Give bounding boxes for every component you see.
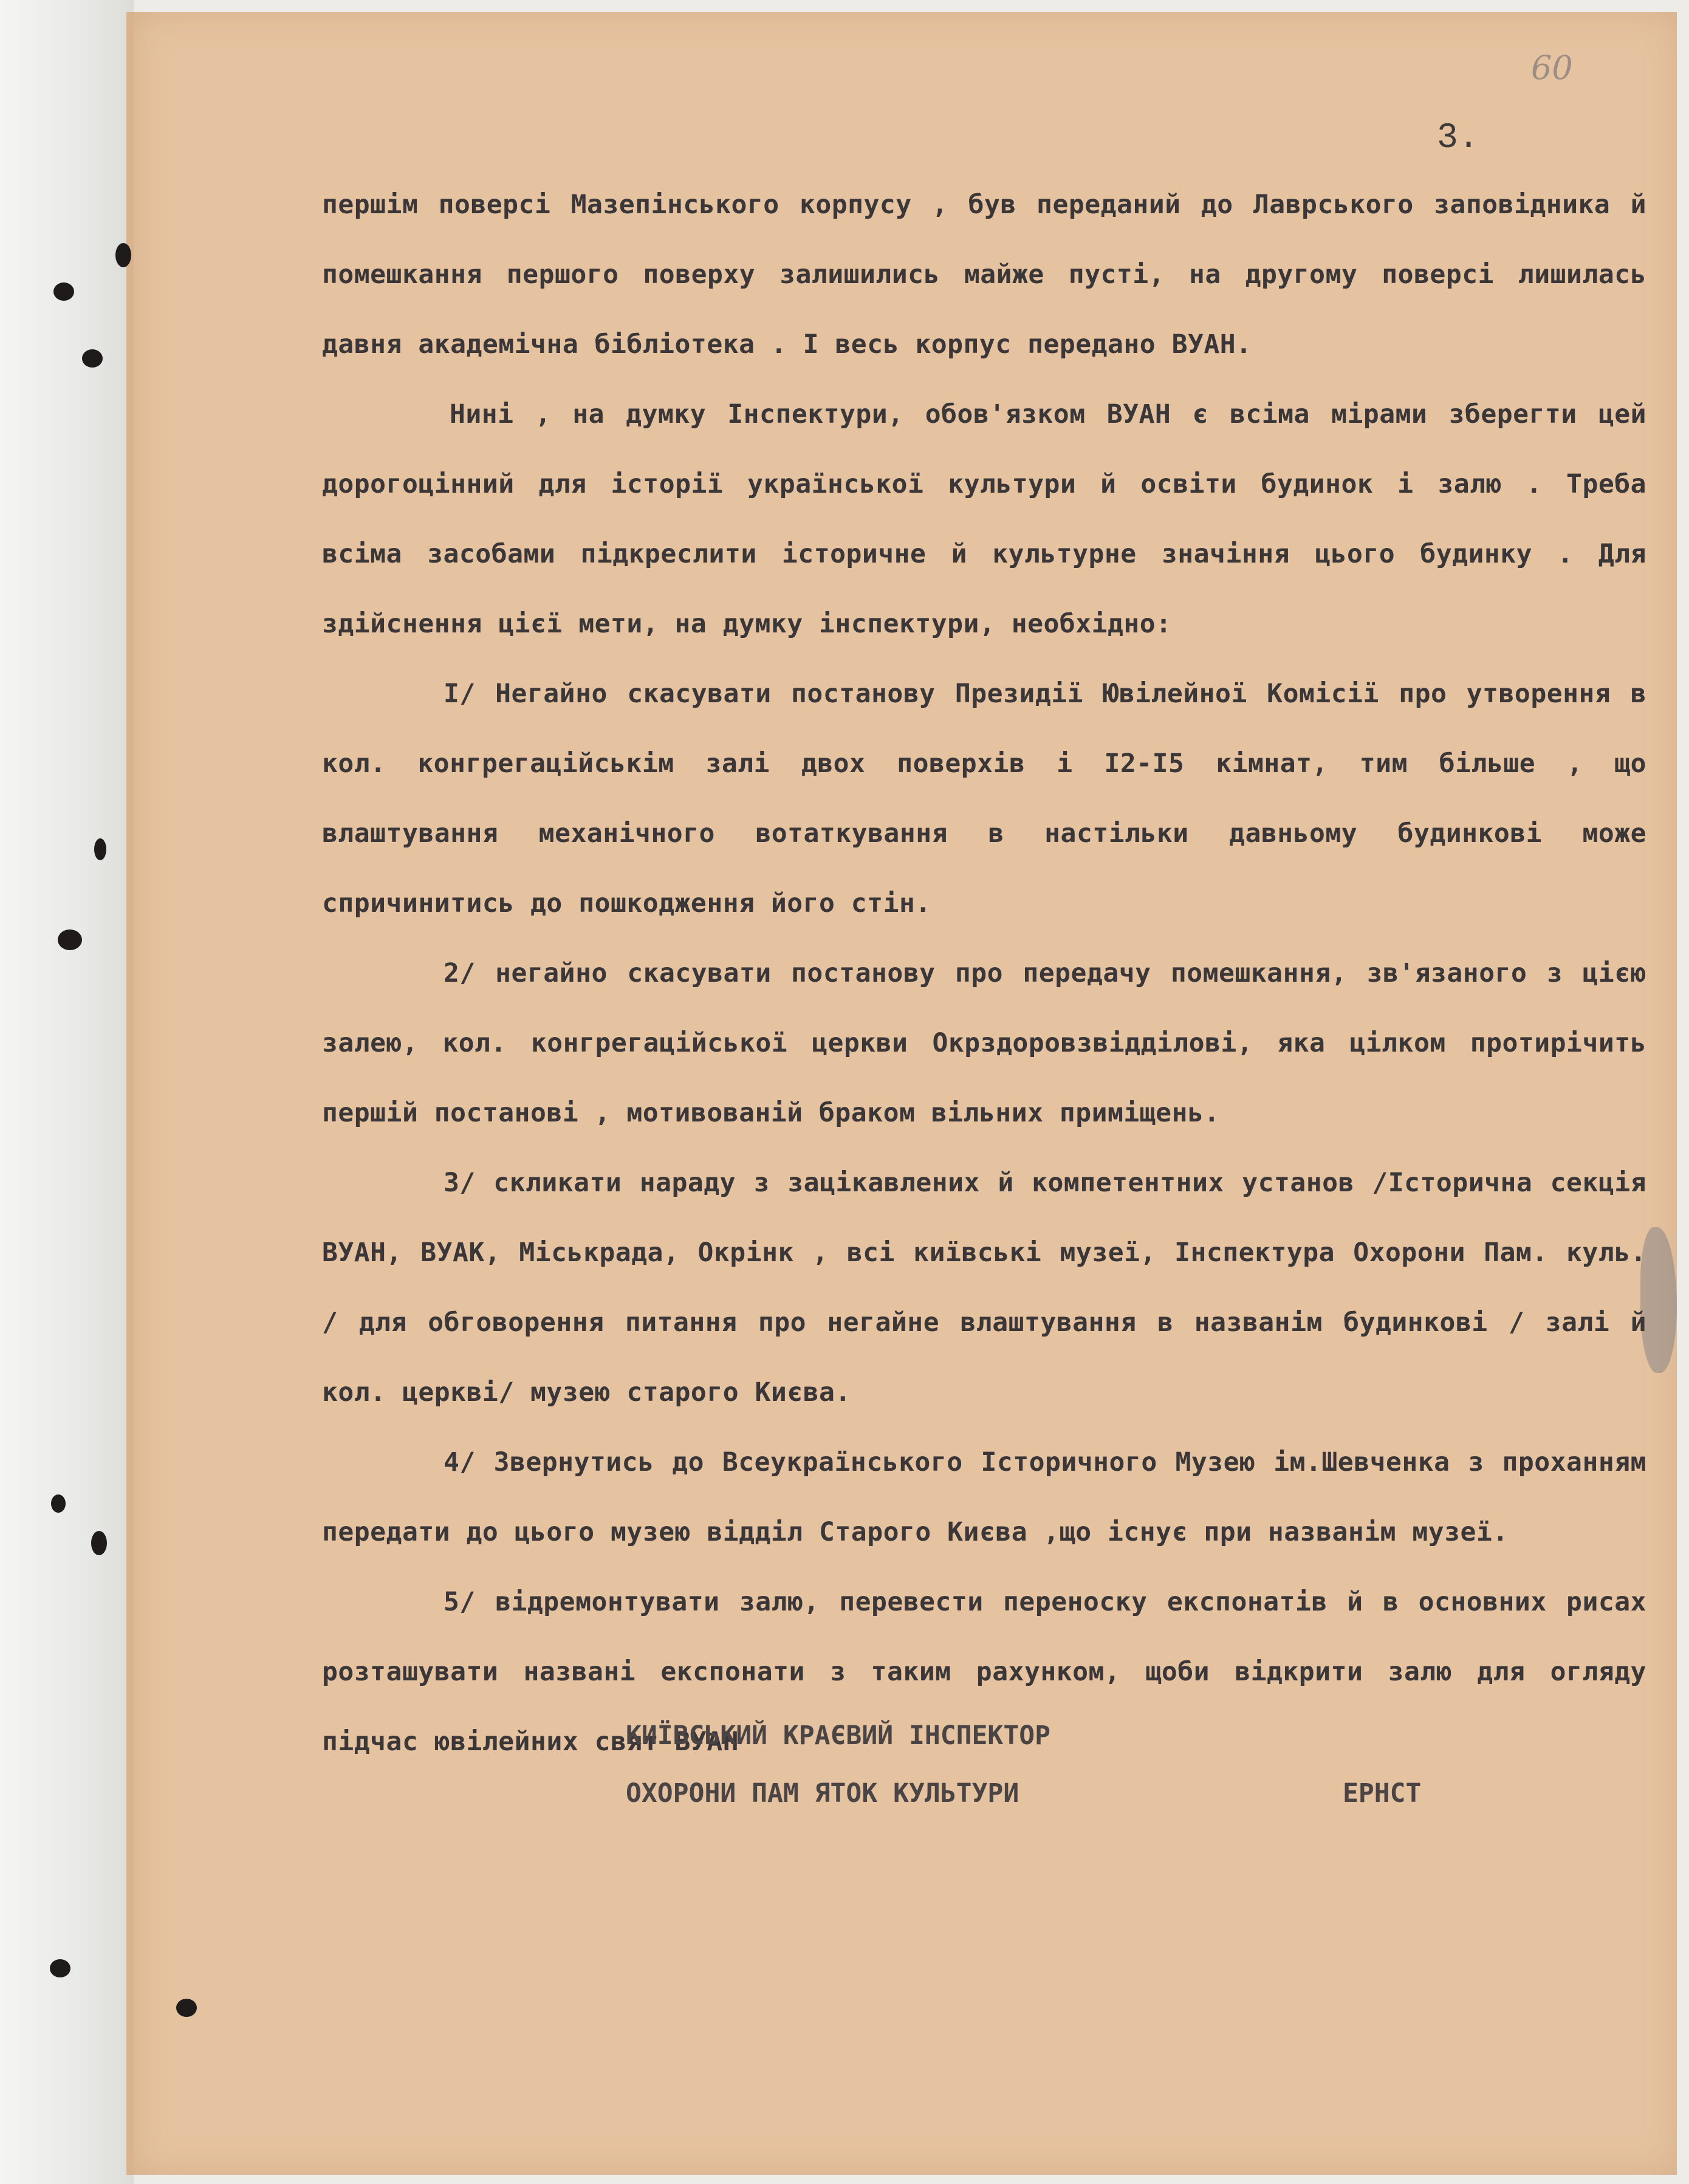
page-number: 3. <box>1437 118 1479 158</box>
scanner-margin <box>0 0 134 2184</box>
signature-title-line-2: ОХОРОНИ ПАМ ЯТОК КУЛЬТУРИ <box>626 1778 1019 1809</box>
signatory-name: ЕРНСТ <box>1343 1778 1422 1809</box>
paragraph-item-4: 4/ Звернутись до Всеукраїнського Історичного Музею ім.Шевченка з проханням передати до цього музею відділ Старого Києва ,що існує при названім музеї. <box>322 1447 1646 1547</box>
binding-hole <box>176 1999 197 2017</box>
document-body <box>322 170 1646 1777</box>
paragraph-intro: першім поверсі Мазепінського корпусу , був переданий до Лаврського заповідника й помешкання першого поверху залишились майже пусті, на другому поверсі лишилась давня академічна бібліотека . І весь корпус передано ВУАН. <box>322 190 1646 360</box>
binding-hole <box>50 1959 70 1977</box>
binding-hole <box>115 243 131 267</box>
binding-hole <box>58 929 82 950</box>
paragraph-item-3: 3/ скликати нараду з зацікавлених й компетентних установ /Історична секція ВУАН, ВУАК, Міськрада, Окрінк , всі київські музеї, Інспектура Охорони Пам. куль. / для обговорення питання про негайне влаштування в названім будинкові / залі й кол. церкві/ музею старого Києва. <box>322 1168 1646 1408</box>
paragraph-item-2: 2/ негайно скасувати постанову про передачу помешкання, зв'язаного з цією залею, кол. конгрегаційської церкви Окрздоровзвідділові, яка цілком протирічить першій постанові , мотивованій браком вільних приміщень. <box>322 958 1646 1128</box>
paragraph-item-1: I/ Негайно скасувати постанову Президії Ювілейної Комісії про утворення в кол. конгрегаційськім залі двох поверхів і I2-I5 кімнат, тим більше , що влаштування механічного вотаткування в настільки давньому будинкові може спричинитись до пошкодження його стін. <box>322 679 1646 919</box>
paragraph-item-5: 5/ відремонтувати залю, перевести переноску експонатів й в основних рисах розташувати названі експонати з таким рахунком, щоби відкрити залю для огляду підчас ювілейних свят ВУАН <box>322 1587 1646 1757</box>
signature-title-line-1: КИЇВСЬКИЙ КРАЄВИЙ ІНСПЕКТОР <box>626 1720 1050 1751</box>
binding-hole <box>53 282 74 301</box>
signature-block <box>626 1707 1537 1823</box>
paragraph-inspectorate-opinion: Нині , на думку Інспектури, обов'язком ВУАН є всіма мірами зберегти цей дорогоцінний для історії української культури й освіти будинок і залю . Треба всіма засобами підкреслити історичне й культурне значіння цього будинку . Для здійснення цієї мети, на думку інспектури, необхідно: <box>322 399 1646 639</box>
binding-hole <box>94 838 106 860</box>
binding-hole <box>91 1531 107 1555</box>
binding-hole <box>82 349 103 368</box>
folio-number: 60 <box>1531 49 1573 87</box>
binding-hole <box>51 1494 66 1513</box>
